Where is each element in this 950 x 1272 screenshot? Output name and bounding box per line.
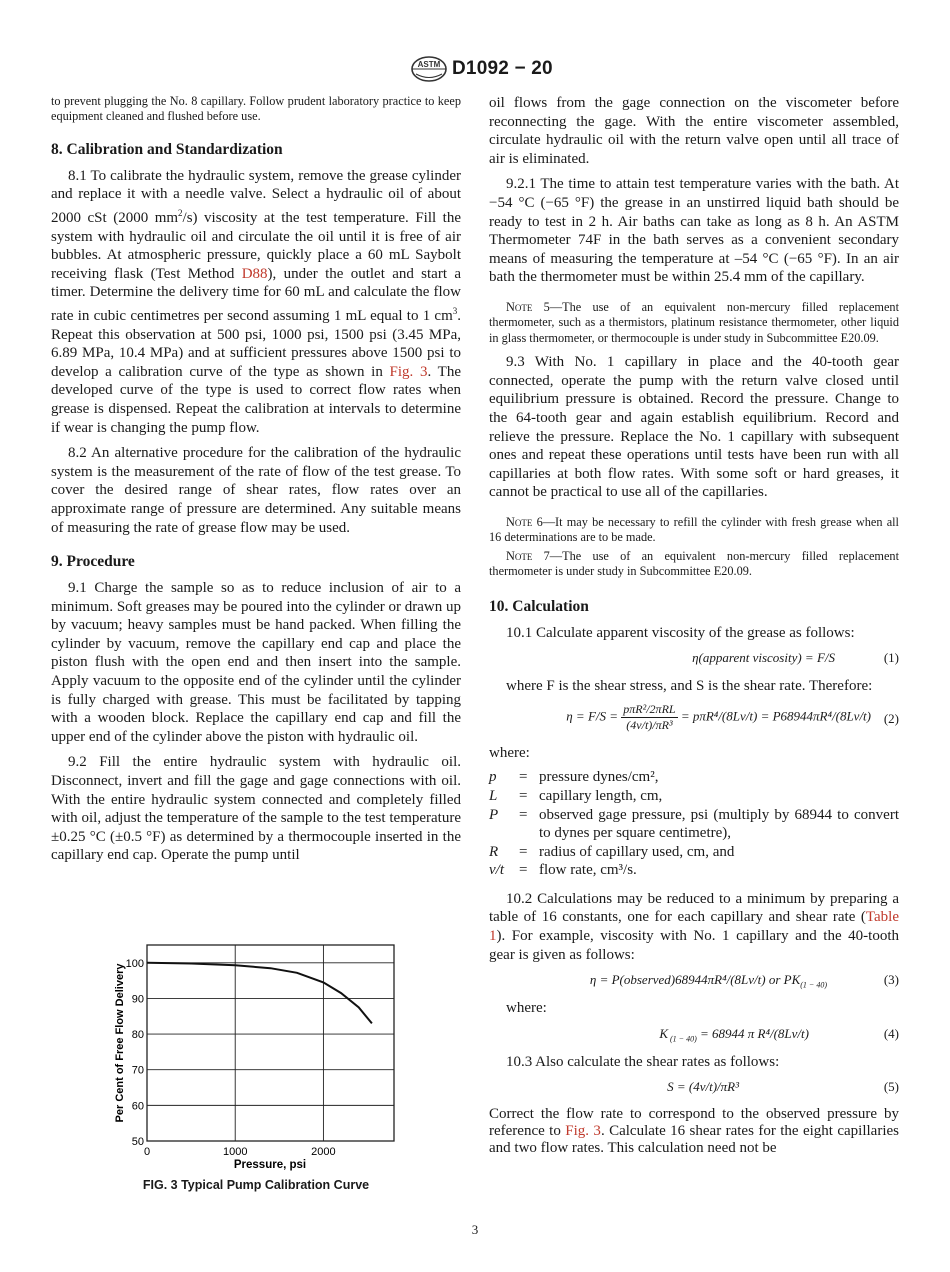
equation-2: η = F/S = $\frac{\text{pπR²/2πRL}}{\text{(4v/t)/πR³}}$ = pπR⁴/(8Lv/t) = P68944πR⁴/(8Lv/t) (2) (566, 701, 899, 732)
paragraph-continuation: to prevent plugging the No. 8 capillary. Follow prudent laboratory practice to keep equipment cleaned and flushed before use. (51, 94, 461, 124)
equation-4: K $_{(1 - 40)}$ = 68944 π R⁴/(8Lv/t) (4) (659, 1025, 899, 1044)
y-tick-label: 70 (131, 1064, 144, 1077)
link-fig-3-b[interactable]: Fig. 3 (565, 1123, 601, 1140)
equation-1: η(apparent viscosity) = F/S (1) (692, 650, 899, 666)
svg-text:ASTM: ASTM (417, 60, 441, 69)
link-fig-3[interactable]: Fig. 3 (389, 363, 428, 380)
note-7: Note 7—The use of an equivalent non-mercury filled replacement thermometer is under study in Subcommittee E20.09. (489, 548, 899, 579)
y-axis-label: Per Cent of Free Flow Delivery (114, 963, 126, 1123)
x-tick-label: 0 (143, 1146, 151, 1158)
section-8-heading: 8. Calibration and Standardization (51, 140, 283, 158)
paragraph-9-3: 9.3 With No. 1 capillary in place and the 40-tooth gear connected, operate the pump with the return valve closed until equilibrium pressure is obtained. Record the pressure. Change to the 64-tooth gear and again establish equilibrium. Record and relieve the pressure. Replace the No. 1 capillary with subsequent ones and repeat these operations until tests have been run with all capillaries at both flow rates. With some soft or hard greases, it cannot be practical to use all of the capillaries. (489, 354, 899, 501)
paragraph-10-1: 10.1 Calculate apparent viscosity of the grease as follows: (506, 624, 855, 641)
paragraph-8-2: 8.2 An alternative procedure for the calibration of the hydraulic system is the measurement of the rate of flow of the test grease. To cover the desired range of shear rates, flow rates over an approximate range of pressure are determined. Any suitable means of measuring the rate of grease flow may be used. (51, 445, 461, 536)
paragraph-10-3-continued: Correct the flow rate to correspond to the observed pressure by reference to Fig. 3. Calculate 16 shear rates for the eight capillaries and two flow rates. This calculation need not be (489, 1106, 899, 1157)
x-tick-label: 2000 (311, 1146, 336, 1158)
equation-3: η = P(observed)68944πR⁴/(8Lv/t) or $PK_{(1 - 40)}$ (3) (589, 972, 899, 990)
note-5: Note 5—The use of an equivalent non-mercury filled replacement thermometer, such as a thermistors, platinum resistance thermometer, other liquid in glass thermometer, or thermocouple is under study in Subcommittee E20.09. (489, 299, 899, 345)
calibration-chart (95, 932, 415, 1182)
paragraph-9-2-1: 9.2.1 The time to attain test temperature varies with the bath. At −54 °C (−65 °F) the grease in an unstirred liquid bath should be ready to test in 2 h. Air baths can take as long as 8 h. An ASTM Thermometer 74F in the bath serves as a convenient secondary means of measuring the temperature at –54 °C (−65 °F). In an air bath the thermometer must be within 25.4 mm of the capillary. (489, 176, 899, 286)
calibration-curve-line (147, 963, 372, 1024)
definition-row: L = capillary length, cm, (489, 787, 663, 804)
y-tick-label: 100 (125, 957, 144, 970)
paragraph-9-1: 9.1 Charge the sample so as to reduce inclusion of air to a minimum. Soft greases may be poured into the cylinder or drawn up by vacuum; heavy samples must be hand packed. When filling the cylinder by vacuum, remove the capillary end cap and place the piston flush with the open end and then insert into the sample. Apply vacuum to the opposite end of the cylinder until the cylinder is fully charged with grease. This must be facilitated by tapping with a wooden block. Replace the capillary end cap and fill the upper end of the cylinder above the piston with hydraulic oil. (51, 580, 461, 745)
section-10-heading: 10. Calculation (489, 597, 589, 615)
link-d88[interactable]: D88 (241, 265, 268, 282)
where-label-2: where: (506, 1000, 547, 1017)
definition-row: v/t = flow rate, cm³/s. (489, 862, 637, 879)
paragraph-10-3: 10.3 Also calculate the shear rates as follows: (506, 1053, 780, 1070)
figure-caption: FIG. 3 Typical Pump Calibration Curve (142, 1178, 370, 1192)
x-tick-label: 1000 (222, 1146, 248, 1158)
definition-row: P = observed gage pressure, psi (multiply by 68944 to convert to dynes per square centimetre), (489, 806, 899, 842)
definition-row: R = radius of capillary used, cm, and (489, 843, 735, 860)
plot-frame (147, 945, 394, 1141)
paragraph-8-1: 8.1 To calibrate the hydraulic system, remove the grease cylinder and replace it with a needle valve. Select a hydraulic oil of about 2000 cSt (2000 $mm^2/s$) viscosity at the test temperature. Fill the system with hydraulic oil and circulate the oil until it is free of air bubbles. At atmospheric pressure, quickly place a 60 mL Saybolt receiving flask (Test Method D88), under the outlet and start a timer. Determine the delivery time for 60 mL and calculate the flow rate in cubic centimetres per second assuming 1 mL equal to 1 $cm^3$. Repeat this observation at 500 psi, 1000 psi, 1500 psi (3.45 MPa, 6.89 MPa, 10.4 MPa) and at sufficient pressures above 1500 psi to develop a calibration curve of the type as shown in Fig. 3. The developed curve of the type is used to correct flow rates when grease is dispensed. Repeat the calibration at intervals to determine if wear is changing the pump flow. (51, 167, 462, 436)
note-6: Note 6—It may be necessary to refill the cylinder with fresh grease when all 16 determinations are to be made. (489, 514, 899, 545)
section-9-heading: 9. Procedure (51, 553, 135, 571)
figure-3-chart (95, 932, 415, 1200)
where-label-1: where: (489, 744, 530, 761)
document-id: D1092 − 20 (452, 58, 553, 79)
y-tick-label: 80 (131, 1029, 144, 1042)
page-header (0, 56, 950, 84)
paragraph-9-2: 9.2 Fill the entire hydraulic system with hydraulic oil. Disconnect, invert and fill the gage and gage connections with oil. With the entire hydraulic system connected and completely filled with oil, adjust the temperature of the sample to the test temperature ±0.25 °C (±0.5 °F) as determined by a thermocouple inserted in the capillary end cap. Operate the pump until (51, 754, 461, 864)
paragraph-10-2: 10.2 Calculations may be reduced to a minimum by preparing a table of 16 constants, one for each capillary and shear rate (Table 1). For example, viscosity with No. 1 capillary and the 40-tooth gear is given as follows: (489, 890, 899, 963)
left-column (51, 94, 461, 865)
page-number: 3 (471, 1222, 479, 1237)
link-table-1[interactable]: Table 1 (489, 909, 899, 945)
y-tick-label: 60 (131, 1100, 144, 1113)
paragraph-9-2-continued: oil flows from the gage connection on the viscometer before reconnecting the gage. With the entire viscometer assembled, circulate hydraulic oil with the return valve open until all trace of air is eliminated. (489, 95, 899, 167)
equation-5: S = (4v/t)/πR³ (5) (667, 1079, 899, 1095)
y-tick-label: 90 (131, 993, 144, 1006)
y-tick-label: 50 (131, 1136, 144, 1148)
right-column (489, 94, 899, 1157)
definition-row: p = pressure dynes/cm², (489, 769, 659, 786)
paragraph-10-1-where: where F is the shear stress, and S is the shear rate. Therefore: (506, 678, 873, 695)
x-axis-label: Pressure, psi (233, 1159, 307, 1171)
astm-logo-icon (410, 56, 448, 87)
variable-definitions (489, 768, 899, 880)
